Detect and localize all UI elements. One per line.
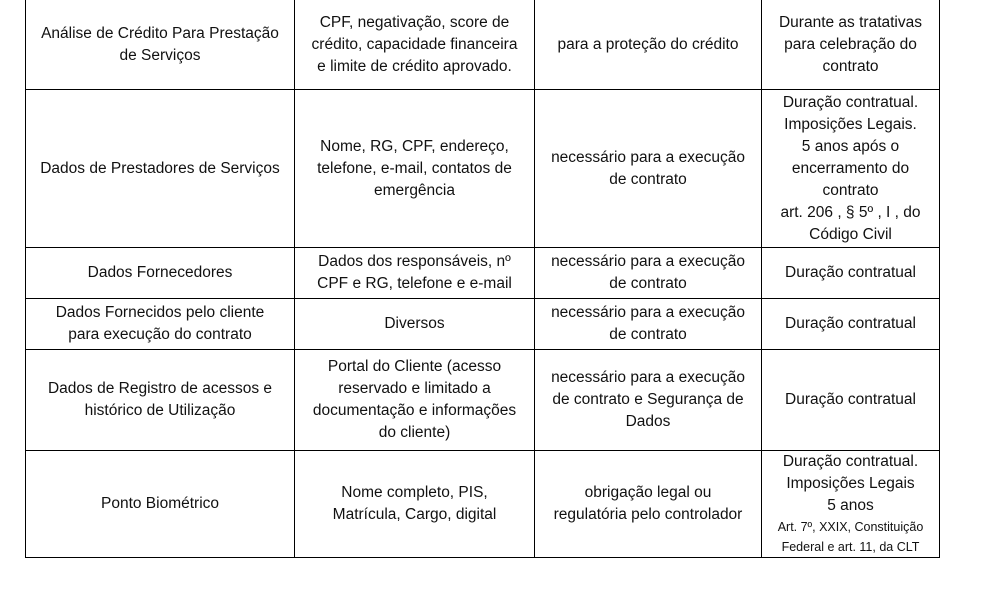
category-text: para execução do contrato [68, 326, 252, 343]
data-types-text: Matrícula, Cargo, digital [332, 506, 497, 523]
retention-text: Duração contratual. [782, 93, 919, 111]
data-types-text: Portal do Cliente (acesso [327, 358, 502, 375]
retention-text: Duração contratual. [782, 453, 919, 470]
purpose-text: de contrato e Segurança de [552, 391, 744, 408]
purpose-cell [535, 350, 762, 451]
retention-text: Imposições Legais [786, 475, 915, 492]
category-text: Dados de Registro de acessos e [47, 380, 273, 397]
category-cell [26, 451, 295, 558]
table-row [26, 299, 940, 350]
retention-cell [762, 90, 940, 248]
data-types-cell [295, 350, 535, 451]
data-types-text: Dados dos responsáveis, nº [318, 253, 511, 270]
data-types-text: Diversos [384, 315, 445, 332]
data-types-cell [295, 299, 535, 350]
data-types-text: e limite de crédito aprovado. [317, 57, 512, 75]
data-types-text: documentação e informações [312, 402, 517, 419]
retention-text: 5 anos após o [801, 137, 900, 155]
purpose-cell [535, 0, 762, 90]
purpose-text: necessário para a execução [551, 369, 745, 386]
retention-cell [762, 451, 940, 558]
purpose-text: de contrato [609, 275, 687, 292]
retention-cell [762, 248, 940, 299]
data-types-text: Nome, RG, CPF, endereço, [320, 137, 509, 155]
table-row [26, 90, 940, 248]
purpose-cell [535, 90, 762, 248]
retention-text: Duração contratual [785, 391, 916, 408]
purpose-text: para a proteção do crédito [557, 35, 739, 53]
data-types-text: CPF e RG, telefone e e-mail [317, 275, 512, 292]
category-cell [26, 299, 295, 350]
category-cell [26, 0, 295, 90]
purpose-text: necessário para a execução [551, 304, 745, 321]
legal-reference-text: Federal e art. 11, da CLT [781, 540, 920, 554]
table-row [26, 248, 940, 299]
table-row [26, 350, 940, 451]
data-types-cell [295, 90, 535, 248]
retention-text: para celebração do [784, 35, 917, 53]
purpose-cell [535, 299, 762, 350]
category-text: Dados Fornecedores [87, 264, 233, 281]
category-text: histórico de Utilização [84, 402, 236, 419]
data-types-cell [295, 451, 535, 558]
purpose-text: de contrato [609, 170, 687, 188]
purpose-cell [535, 248, 762, 299]
purpose-text: regulatória pelo controlador [553, 506, 743, 523]
data-types-text: CPF, negativação, score de [319, 13, 510, 31]
retention-cell [762, 299, 940, 350]
table-row [26, 451, 940, 558]
data-types-cell [295, 0, 535, 90]
category-text: Dados de Prestadores de Serviços [40, 159, 280, 177]
retention-text: Durante as tratativas [778, 13, 922, 31]
retention-text: contrato [822, 57, 879, 75]
retention-cell [762, 0, 940, 90]
retention-text: Imposições Legais. [784, 115, 917, 133]
data-types-text: do cliente) [378, 424, 451, 441]
retention-text: contrato [822, 181, 879, 199]
category-cell [26, 248, 295, 299]
purpose-text: Dados [625, 413, 671, 430]
category-text: de Serviços [119, 46, 201, 64]
purpose-text: de contrato [609, 326, 687, 343]
data-types-text: Nome completo, PIS, [341, 484, 488, 501]
category-cell [26, 350, 295, 451]
data-types-text: telefone, e-mail, contatos de [317, 159, 512, 177]
purpose-cell [535, 451, 762, 558]
category-text: Ponto Biométrico [100, 495, 220, 512]
retention-text: art. 206 , § 5º , I , do [780, 203, 921, 221]
table-row [26, 0, 940, 90]
category-cell [26, 90, 295, 248]
retention-text: 5 anos [827, 497, 874, 514]
retention-text: Código Civil [809, 225, 892, 243]
category-text: Dados Fornecidos pelo cliente [55, 304, 265, 321]
data-types-text: emergência [374, 181, 455, 199]
retention-text: Duração contratual [785, 315, 916, 332]
retention-text: Duração contratual [785, 264, 916, 281]
data-types-cell [295, 248, 535, 299]
retention-cell [762, 350, 940, 451]
retention-text: encerramento do [791, 159, 910, 177]
data-types-text: crédito, capacidade financeira [311, 35, 518, 53]
purpose-text: obrigação legal ou [584, 484, 712, 501]
legal-reference-text: Art. 7º, XXIX, Constituição [777, 520, 924, 534]
purpose-text: necessário para a execução [551, 148, 745, 166]
purpose-text: necessário para a execução [551, 253, 745, 270]
data-retention-table [25, 0, 940, 558]
data-types-text: reservado e limitado a [338, 380, 491, 397]
category-text: Análise de Crédito Para Prestação [41, 24, 279, 42]
